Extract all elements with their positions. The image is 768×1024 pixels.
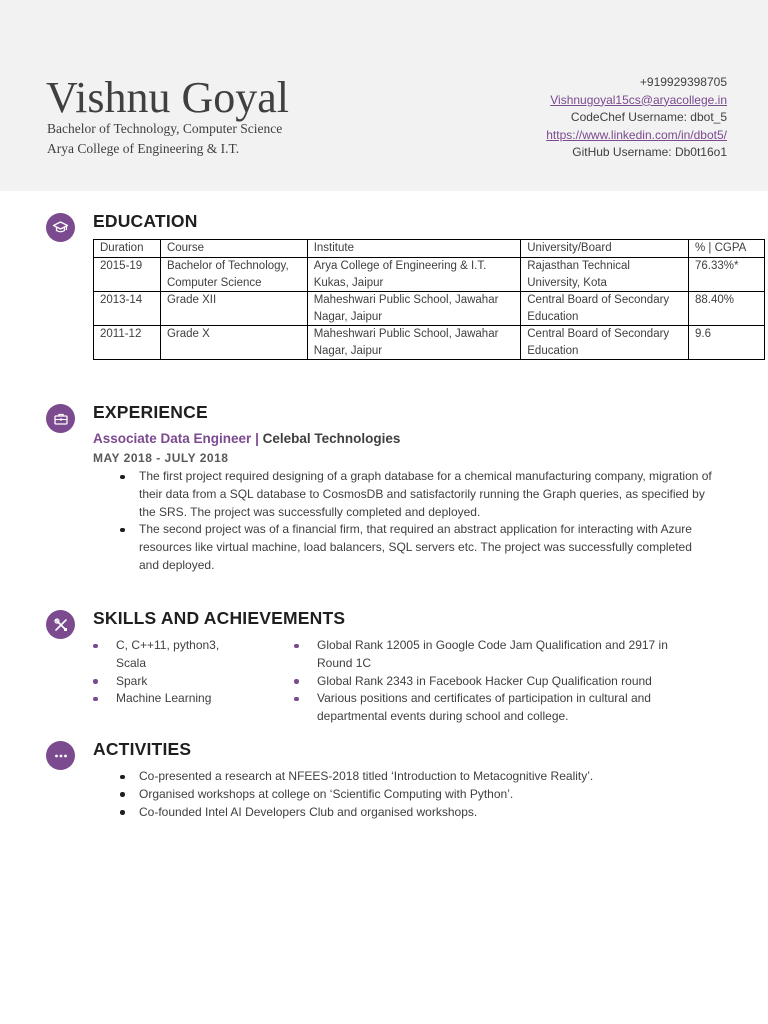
job-title: Associate Data Engineer xyxy=(93,431,252,446)
table-cell: 2013-14 xyxy=(94,292,161,326)
briefcase-icon xyxy=(46,404,75,433)
list-item: C, C++11, python3, Scala xyxy=(93,637,243,673)
table-header-row xyxy=(94,240,765,258)
activities-list xyxy=(115,768,735,821)
phone-number: +919929398705 xyxy=(639,75,727,89)
job-role-line xyxy=(93,431,400,446)
column-header: University/Board xyxy=(521,240,689,258)
education-heading: EDUCATION xyxy=(93,211,198,231)
table-row xyxy=(94,258,765,292)
table-cell: Arya College of Engineering & I.T. Kukas, Jaipur xyxy=(307,258,521,292)
experience-heading: EXPERIENCE xyxy=(93,402,208,422)
table-row xyxy=(94,326,765,360)
linkedin-link[interactable]: https://www.linkedin.com/in/dbot5/ xyxy=(546,127,727,142)
ellipsis-icon xyxy=(46,741,75,770)
list-item: Various positions and certificates of participation in cultural and departmental events during school and college. xyxy=(294,690,704,726)
table-cell: Grade X xyxy=(160,326,307,360)
tools-icon xyxy=(46,610,75,639)
list-item: Organised workshops at college on ‘Scientific Computing with Python’. xyxy=(115,786,735,804)
experience-list xyxy=(115,468,715,575)
skills-list xyxy=(93,637,243,708)
contact-block xyxy=(546,74,727,162)
job-dates: MAY 2018 - JULY 2018 xyxy=(93,451,229,465)
table-cell: 88.40% xyxy=(689,292,765,326)
list-item: The second project was of a financial firm, that required an abstract application for interacting with Azure resources like virtual machine, load balancers, SQL servers etc. The project was successfully completed and deployed. xyxy=(115,521,715,574)
table-cell: Bachelor of Technology, Computer Science xyxy=(160,258,307,292)
degree-line: Bachelor of Technology, Computer Science xyxy=(47,121,283,136)
education-table xyxy=(93,239,765,360)
table-cell: Maheshwari Public School, Jawahar Nagar, Jaipur xyxy=(307,326,521,360)
table-row xyxy=(94,292,765,326)
table-cell: Rajasthan Technical University, Kota xyxy=(521,258,689,292)
table-cell: Central Board of Secondary Education xyxy=(521,292,689,326)
column-header: Course xyxy=(160,240,307,258)
table-cell: Central Board of Secondary Education xyxy=(521,326,689,360)
activities-heading: ACTIVITIES xyxy=(93,739,192,759)
table-cell: Maheshwari Public School, Jawahar Nagar, Jaipur xyxy=(307,292,521,326)
table-cell: 2011-12 xyxy=(94,326,161,360)
list-item: Spark xyxy=(93,673,243,691)
college-line: Arya College of Engineering & I.T. xyxy=(47,141,240,156)
table-cell: 76.33%* xyxy=(689,258,765,292)
column-header: % | CGPA xyxy=(689,240,765,258)
candidate-name: Vishnu Goyal xyxy=(46,73,290,122)
table-cell: 9.6 xyxy=(689,326,765,360)
skills-heading: SKILLS AND ACHIEVEMENTS xyxy=(93,608,346,628)
role-separator: | xyxy=(255,431,259,446)
graduation-cap-icon xyxy=(46,213,75,242)
list-item: Global Rank 2343 in Facebook Hacker Cup Qualification round xyxy=(294,673,704,691)
github-username: GitHub Username: Db0t16o1 xyxy=(572,145,727,160)
list-item: Machine Learning xyxy=(93,690,243,708)
list-item: Co-presented a research at NFEES-2018 titled ‘Introduction to Metacognitive Reality’. xyxy=(115,768,735,786)
email-link[interactable]: Vishnugoyal15cs@aryacollege.in xyxy=(550,92,727,107)
list-item: The first project required designing of a graph database for a chemical manufacturing company, migration of their data from a SQL database to CosmosDB and satisfactorily running the Graph queries, as specified by the SRS. The project was successfully completed and deployed. xyxy=(115,468,715,521)
column-header: Institute xyxy=(307,240,521,258)
column-header: Duration xyxy=(94,240,161,258)
table-cell: 2015-19 xyxy=(94,258,161,292)
achievements-list xyxy=(294,637,704,726)
list-item: Co-founded Intel AI Developers Club and organised workshops. xyxy=(115,804,735,822)
codechef-username: CodeChef Username: dbot_5 xyxy=(570,110,727,125)
list-item: Global Rank 12005 in Google Code Jam Qualification and 2917 in Round 1C xyxy=(294,637,704,673)
company-name: Celebal Technologies xyxy=(262,431,401,446)
table-cell: Grade XII xyxy=(160,292,307,326)
